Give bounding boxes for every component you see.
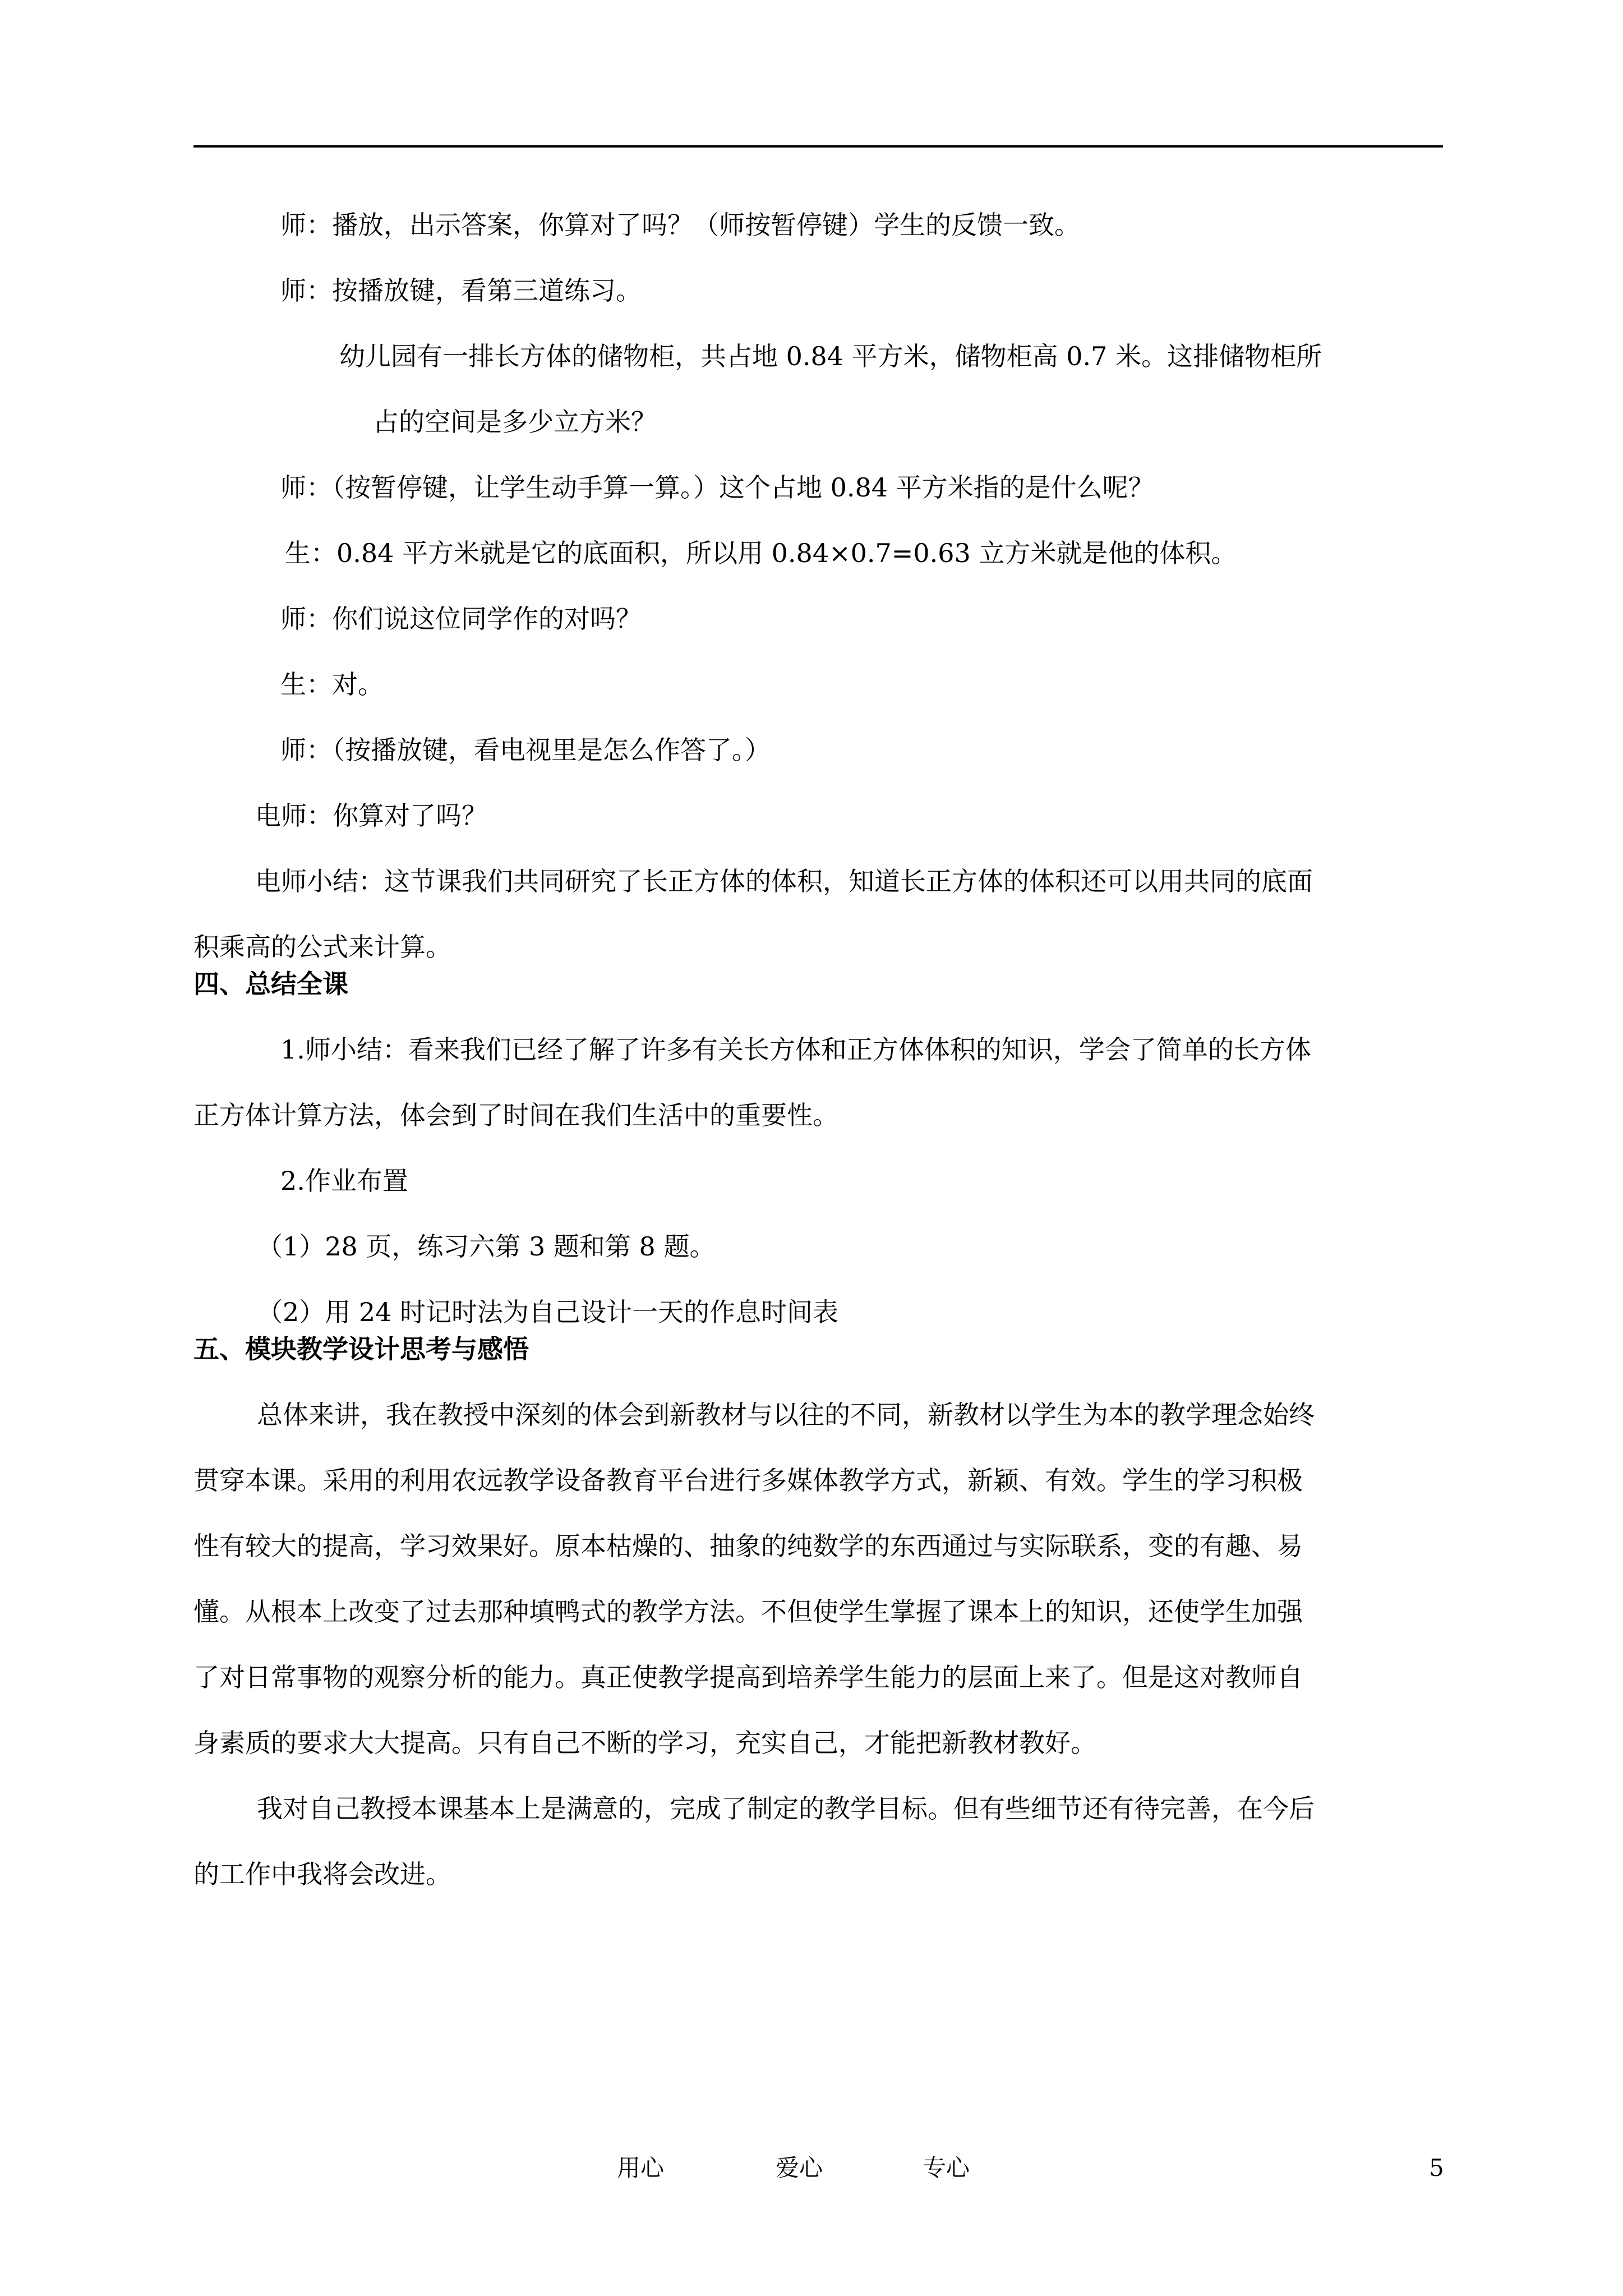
page-number: 5 xyxy=(1429,2154,1444,2182)
text-line: 积乘高的公式来计算。 xyxy=(193,932,451,962)
paragraph-line: 我对自己教授本课基本上是满意的，完成了制定的教学目标。但有些细节还有待完善，在今后 xyxy=(257,1793,1315,1824)
text-line: 师：播放，出示答案，你算对了吗？（师按暂停键）学生的反馈一致。 xyxy=(280,210,1080,240)
document-body xyxy=(193,206,1443,1893)
summary-line: 1.师小结：看来我们已经了解了许多有关长方体和正方体体积的知识，学会了简单的长方体 xyxy=(280,1034,1311,1065)
problem-line: 幼儿园有一排长方体的储物柜，共占地 0.84 平方米，储物柜高 0.7 米。这排储物柜所 xyxy=(339,341,1322,371)
homework-item: （2）用 24 时记时法为自己设计一天的作息时间表 xyxy=(257,1297,839,1327)
homework-item: （1）28 页，练习六第 3 题和第 8 题。 xyxy=(257,1231,716,1262)
text-line: 电师小结：这节课我们共同研究了长正方体的体积，知道长正方体的体积还可以用共同的底面 xyxy=(255,866,1313,896)
paragraph-line: 懂。从根本上改变了过去那种填鸭式的教学方法。不但使学生掌握了课本上的知识，还使学生加强 xyxy=(193,1596,1303,1627)
paragraph-line: 总体来讲，我在教授中深刻的体会到新教材与以往的不同，新教材以学生为本的教学理念始终 xyxy=(257,1400,1315,1430)
summary-line: 正方体计算方法，体会到了时间在我们生活中的重要性。 xyxy=(193,1100,838,1130)
footer-word: 专心 xyxy=(923,2154,970,2182)
text-line: 生：对。 xyxy=(280,669,384,700)
section-heading: 五、模块教学设计思考与感悟 xyxy=(193,1334,529,1364)
paragraph-line: 的工作中我将会改进。 xyxy=(193,1859,451,1889)
footer-word: 爱心 xyxy=(776,2154,823,2182)
paragraph-line: 性有较大的提高，学习效果好。原本枯燥的、抽象的纯数学的东西通过与实际联系，变的有趣、易 xyxy=(193,1531,1303,1561)
homework-title: 2.作业布置 xyxy=(280,1166,408,1196)
problem-line: 占的空间是多少立方米？ xyxy=(373,407,657,437)
text-line: 生：0.84 平方米就是它的底面积，所以用 0.84×0.7=0.63 立方米就是他的体积。 xyxy=(285,538,1237,568)
page-footer xyxy=(0,2150,1623,2187)
text-line: 电师：你算对了吗？ xyxy=(255,800,487,831)
header-rule xyxy=(193,145,1443,148)
paragraph-line: 身素质的要求大大提高。只有自己不断的学习，充实自己，才能把新教材教好。 xyxy=(193,1728,1096,1758)
text-line: 师：（按暂停键，让学生动手算一算。）这个占地 0.84 平方米指的是什么呢？ xyxy=(280,472,1154,503)
text-line: 师：按播放键，看第三道练习。 xyxy=(280,275,642,306)
text-line: 师：你们说这位同学作的对吗？ xyxy=(280,604,642,634)
paragraph-line: 贯穿本课。采用的利用农远教学设备教育平台进行多媒体教学方式，新颖、有效。学生的学习积极 xyxy=(193,1465,1303,1496)
footer-word: 用心 xyxy=(617,2154,665,2182)
text-line: 师：（按播放键，看电视里是怎么作答了。） xyxy=(280,735,771,765)
section-heading: 四、总结全课 xyxy=(193,969,348,999)
paragraph-line: 了对日常事物的观察分析的能力。真正使教学提高到培养学生能力的层面上来了。但是这对教师自 xyxy=(193,1662,1303,1692)
